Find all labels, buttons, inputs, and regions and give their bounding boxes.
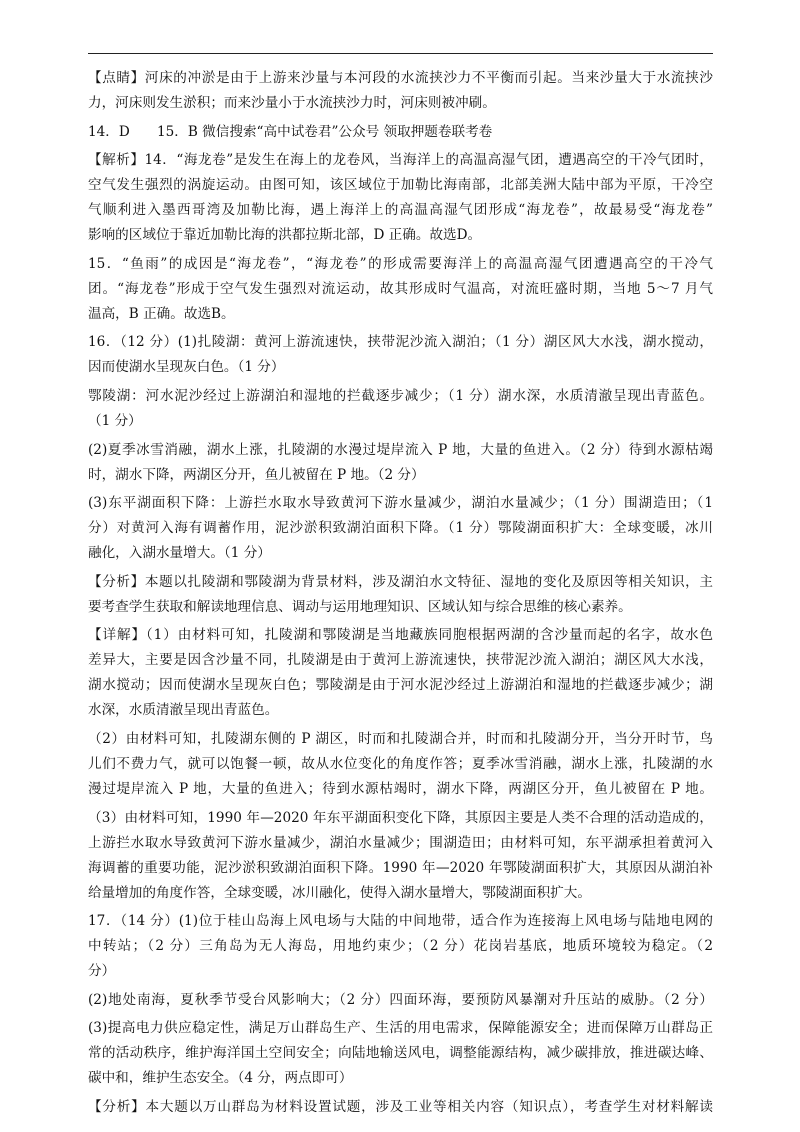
text-line: 中转站；（2 分）三角岛为无人海岛，用地约束少；（2 分）花岗岩基底，地质环境较为稳定。（2 [88,938,713,955]
text-line: 17．（14 分）(1)位于桂山岛海上风电场与大陆的中间地带，适合作为连接海上风电场与陆地电网的 [88,913,713,930]
text-line: (3)东平湖面积下降：上游拦水取水导致黄河下游水量减少，湖泊水量减少；（1 分）围湖造田；（1 [88,495,713,512]
text-line: 温高，B 正确。故选B。 [88,305,235,322]
answer-text-body [88,66,713,1120]
text-line: 湖水搅动；因而使湖水呈现灰白色；鄂陵湖是由于河水泥沙经过上游湖泊和湿地的拦截逐步减少；湖 [88,677,713,694]
text-line: (2)地处南海，夏秋季节受台风影响大；（2 分）四面环海，要预防风暴潮对升压站的威胁。（2 分） [88,991,713,1008]
text-line: 气顺利进入墨西哥湾及加勒比海，遇上海洋上的高温高湿气团形成“海龙卷”，故最易受“海龙卷” [88,202,713,219]
text-line: 漫过堤岸流入 P 地，大量的鱼进入；待到水源枯竭时，湖水下降，两湖区分开，鱼儿被留在 P 地。 [88,780,713,797]
text-line: 融化，入湖水量增大。（1 分） [88,545,271,562]
text-line: 14．D 15．B 微信搜索“高中试卷君”公众号 领取押题卷联考卷 [88,123,493,140]
header-rule [88,53,713,54]
text-line: 【分析】本大题以万山群岛为材料设置试题，涉及工业等相关内容（知识点），考查学生对材料解读 [88,1098,713,1115]
text-line: 【解析】14．“海龙卷”是发生在海上的龙卷风，当海洋上的高温高湿气团，遭遇高空的干冷气团时， [88,152,713,169]
text-line: 海调蓄的重要功能，泥沙淤积致湖泊面积下降。1990 年—2020 年鄂陵湖面积扩大，其原因从湖泊补 [88,859,713,876]
text-line: (3)提高电力供应稳定性，满足万山群岛生产、生活的用电需求，保障能源安全；进而保障万山群岛正 [88,1020,713,1037]
text-line: 15．“鱼雨”的成因是“海龙卷”，“海龙卷”的形成需要海洋上的高温高湿气团遭遇高空的干冷气 [88,255,713,272]
text-line: 16．（12 分）(1)扎陵湖：黄河上游流速快，挟带泥沙流入湖泊；（1 分）湖区风大水浅，湖水搅动， [88,334,713,351]
text-line: 要考查学生获取和解读地理信息、调动与运用地理知识、区域认知与综合思维的核心素养。 [88,598,632,615]
text-line: 【分析】本题以扎陵湖和鄂陵湖为背景材料，涉及湖泊水文特征、湿地的变化及原因等相关知识，主 [88,573,713,590]
text-line: 给量增加的角度作答，全球变暖，冰川融化，使得入湖水量增大，鄂陵湖面积扩大。 [88,884,591,901]
text-line: 鄂陵湖：河水泥沙经过上游湖泊和湿地的拦截逐步减少；（1 分）湖水深，水质清澈呈现出青蓝色。 [88,387,713,404]
text-line: 常的活动秩序，维护海洋国土空间安全；向陆地输送风电，调整能源结构，减少碳排放，推进碳达峰、 [88,1045,713,1062]
text-line: 分） [88,963,116,980]
text-line: 影响的区域位于靠近加勒比海的洪都拉斯北部，D 正确。故选D。 [88,227,482,244]
text-line: （2）由材料可知，扎陵湖东侧的 P 湖区，时而和扎陵湖合并，时而和扎陵湖分开，当分开时节，鸟 [88,730,713,747]
text-line: 差异大，主要是因含沙量不同，扎陵湖是由于黄河上游流速快，挟带泥沙流入湖泊；湖区风大水浅， [88,652,713,669]
text-line: 儿们不费力气，就可以饱餐一顿，故从水位变化的角度作答；夏季冰雪消融，湖水上涨，扎陵湖的水 [88,755,713,772]
text-line: 【详解】（1）由材料可知，扎陵湖和鄂陵湖是当地藏族同胞根据两湖的含沙量而起的名字，故水色 [88,627,713,644]
text-line: 因而使湖水呈现灰白色。（1 分） [88,359,285,376]
text-line: （3）由材料可知，1990 年—2020 年东平湖面积变化下降，其原因主要是人类不合理的活动造成的， [88,809,713,826]
text-line: （1 分） [88,412,142,429]
text-line: 碳中和，维护生态安全。（4 分，两点即可） [88,1070,353,1087]
text-line: (2)夏季冰雪消融，湖水上涨，扎陵湖的水漫过堤岸流入 P 地，大量的鱼进入。（2 分）待到水源枯竭 [88,441,713,458]
text-line: 力，河床则发生淤积；而来沙量小于水流挟沙力时，河床则被冲刷。 [88,95,496,111]
text-line: 水深，水质清澈呈现出青蓝色。 [88,702,279,719]
text-line: 分）对黄河入海有调蓄作用，泥沙淤积致湖泊面积下降。（1 分）鄂陵湖面积扩大：全球变暖，冰川 [88,520,713,537]
text-line: 空气发生强烈的涡旋运动。由图可知，该区域位于加勒比海南部，北部美洲大陆中部为平原，干冷空 [88,177,713,194]
text-line: 团。“海龙卷”形成于空气发生强烈对流运动，故其形成时气温高，对流旺盛时期，当地 5～7 月气 [88,280,713,297]
text-line: 时，湖水下降，两湖区分开，鱼儿被留在 P 地。（2 分） [88,466,425,483]
text-line: 【点睛】河床的冲淤是由于上游来沙量与本河段的水流挟沙力不平衡而引起。当来沙量大于水流挟沙 [88,70,713,86]
text-line: 上游拦水取水导致黄河下游水量减少，湖泊水量减少；围湖造田；由材料可知，东平湖承担着黄河入 [88,834,713,851]
